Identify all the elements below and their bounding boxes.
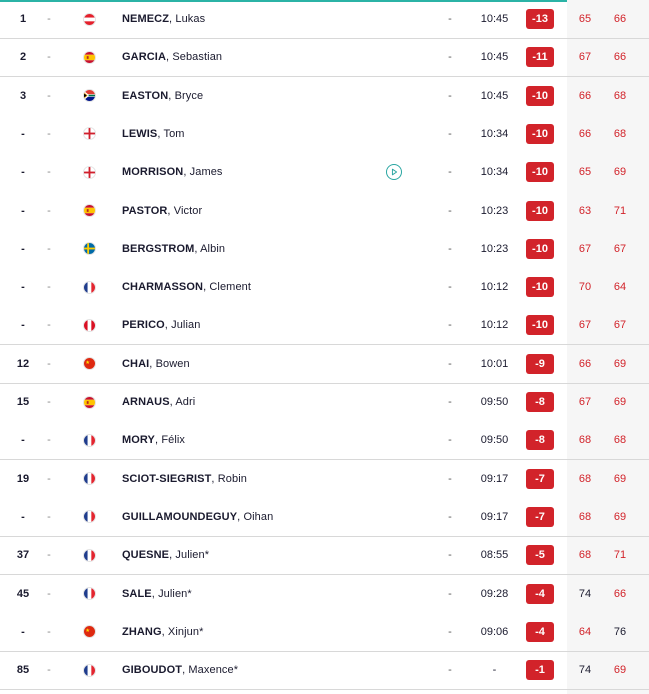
name-separator: ,: [203, 281, 210, 294]
position-movement: -: [47, 281, 51, 294]
round-2-score: 71: [613, 204, 627, 217]
player-row[interactable]: [0, 230, 649, 268]
player-name[interactable]: [122, 13, 205, 25]
round-2-score: 69: [613, 472, 627, 485]
player-first-name[interactable]: Robin: [217, 472, 247, 485]
player-row[interactable]: [0, 498, 649, 537]
tee-time: 09:17: [480, 510, 509, 523]
player-first-name[interactable]: Xinjun*: [167, 625, 204, 638]
player-last-name[interactable]: GIBOUDOT: [122, 664, 183, 677]
position-movement: -: [47, 664, 51, 677]
player-row[interactable]: [0, 306, 649, 345]
player-first-name[interactable]: Clement: [209, 281, 252, 294]
round-2-score: 69: [613, 510, 627, 523]
france-flag-icon: [83, 587, 96, 600]
round-2-score: 66: [613, 587, 627, 600]
round-1-score: 68: [578, 510, 592, 523]
name-separator: ,: [194, 242, 201, 255]
total-score-badge: -10: [526, 315, 554, 335]
round-2-score: 69: [613, 664, 627, 677]
round-1-score: 66: [578, 89, 592, 102]
name-separator: ,: [167, 204, 174, 217]
round-1-score: 68: [578, 549, 592, 562]
position: -: [21, 281, 25, 294]
thru: -: [448, 319, 452, 332]
round-1-score: 65: [578, 166, 592, 179]
round-1-score: 63: [578, 204, 592, 217]
thru: -: [448, 587, 452, 600]
player-name[interactable]: [122, 473, 247, 485]
position-movement: -: [47, 396, 51, 408]
player-last-name[interactable]: MORRISON: [122, 166, 184, 179]
sweden-flag-icon: [83, 242, 96, 255]
total-score-badge: -10: [526, 162, 554, 182]
name-separator: ,: [183, 166, 190, 179]
player-name[interactable]: [122, 166, 223, 178]
name-separator: ,: [237, 510, 244, 523]
player-last-name[interactable]: BERGSTROM: [122, 242, 195, 255]
name-separator: ,: [169, 549, 176, 562]
total-score-badge: -10: [526, 201, 554, 221]
round-1-score: 65: [578, 13, 592, 25]
position: -: [21, 166, 25, 179]
player-name[interactable]: [122, 434, 185, 446]
player-first-name[interactable]: Lukas: [175, 13, 206, 25]
player-first-name[interactable]: Félix: [161, 434, 186, 447]
player-first-name[interactable]: Victor: [173, 204, 203, 217]
player-row[interactable]: [0, 575, 649, 613]
position: -: [21, 319, 25, 332]
round-2-score: 66: [613, 13, 627, 25]
position: -: [21, 204, 25, 217]
player-first-name[interactable]: Tom: [163, 127, 185, 140]
thru: -: [448, 434, 452, 447]
round-2-score: 68: [613, 434, 627, 447]
total-score-badge: -10: [526, 277, 554, 297]
round-2-score: 71: [613, 549, 627, 562]
position-movement: -: [47, 242, 51, 255]
total-score-badge: -10: [526, 239, 554, 259]
player-row[interactable]: [0, 383, 649, 421]
name-separator: ,: [211, 472, 218, 485]
player-first-name[interactable]: Albin: [200, 242, 226, 255]
round-2-score: 64: [613, 281, 627, 294]
total-score-badge: -4: [526, 584, 554, 604]
tee-time: 09:06: [480, 625, 509, 638]
player-last-name[interactable]: SALE: [122, 587, 152, 600]
france-flag-icon: [83, 549, 96, 562]
thru: -: [448, 89, 452, 102]
round-1-score: 67: [578, 319, 592, 332]
position: 3: [19, 89, 27, 102]
position: 12: [16, 357, 30, 370]
thru: -: [448, 127, 452, 140]
round-1-score: 66: [578, 357, 592, 370]
spain-flag-icon: [83, 396, 96, 409]
name-separator: ,: [182, 664, 189, 677]
player-row[interactable]: [0, 38, 649, 77]
name-separator: ,: [157, 127, 164, 140]
position: -: [21, 434, 25, 447]
player-name[interactable]: [122, 51, 222, 63]
total-score-badge: -13: [526, 9, 554, 29]
round-2-score: 66: [613, 51, 627, 64]
round-1-score: 74: [578, 664, 592, 677]
position-movement: -: [47, 472, 51, 485]
china-flag-icon: [83, 357, 96, 370]
thru: -: [448, 51, 452, 64]
player-first-name[interactable]: Adri: [175, 396, 196, 408]
thru: -: [448, 166, 452, 179]
france-flag-icon: [83, 510, 96, 523]
player-first-name[interactable]: James: [189, 166, 223, 179]
player-last-name[interactable]: CHAI: [122, 357, 150, 370]
position-movement: -: [47, 204, 51, 217]
player-row[interactable]: [0, 345, 649, 384]
name-separator: ,: [164, 319, 172, 332]
england-flag-icon: [83, 127, 96, 140]
player-first-name[interactable]: Bowen: [155, 357, 190, 370]
total-score-badge: -8: [526, 430, 554, 450]
tee-time: 09:28: [480, 587, 509, 600]
player-first-name[interactable]: Bryce: [174, 89, 204, 102]
position-movement: -: [47, 166, 51, 179]
round-2-score: 68: [613, 89, 627, 102]
round-2-score: 69: [613, 357, 627, 370]
player-row[interactable]: [0, 77, 649, 115]
player-row[interactable]: [0, 115, 649, 153]
player-row[interactable]: [0, 460, 649, 498]
austria-flag-icon: [83, 13, 96, 26]
thru: -: [448, 242, 452, 255]
position: 45: [16, 587, 30, 600]
player-name[interactable]: [122, 90, 203, 102]
round-2-score: 76: [613, 625, 627, 638]
position-movement: -: [47, 13, 51, 25]
player-name[interactable]: [122, 243, 225, 255]
player-last-name[interactable]: SCIOT-SIEGRIST: [122, 472, 212, 485]
player-row[interactable]: [0, 613, 649, 652]
round-2-score: 67: [613, 319, 627, 332]
position: -: [21, 127, 25, 140]
player-row[interactable]: [0, 421, 649, 460]
player-row[interactable]: [0, 651, 649, 690]
tee-time: 10:01: [480, 357, 509, 370]
france-flag-icon: [83, 281, 96, 294]
round-2-score: 67: [613, 242, 627, 255]
player-last-name[interactable]: QUESNE: [122, 549, 170, 562]
england-flag-icon: [83, 166, 96, 179]
player-name[interactable]: [122, 358, 190, 370]
total-score-badge: -7: [526, 469, 554, 489]
name-separator: ,: [161, 625, 168, 638]
round-1-score: 66: [578, 127, 592, 140]
position-movement: -: [47, 357, 51, 370]
player-last-name[interactable]: GUILLAMOUNDEGUY: [122, 510, 238, 523]
position-movement: -: [47, 510, 51, 523]
round-2-score: 69: [613, 166, 627, 179]
france-flag-icon: [83, 472, 96, 485]
round-2-score: 68: [613, 127, 627, 140]
position: -: [21, 242, 25, 255]
player-last-name[interactable]: EASTON: [122, 89, 169, 102]
name-separator: ,: [151, 587, 159, 600]
round-1-score: 64: [578, 625, 592, 638]
player-last-name[interactable]: CHARMASSON: [122, 281, 204, 294]
player-last-name[interactable]: LEWIS: [122, 127, 158, 140]
total-score-badge: -8: [526, 392, 554, 412]
player-name[interactable]: [122, 626, 203, 638]
total-score-badge: -7: [526, 507, 554, 527]
player-name[interactable]: [122, 664, 238, 676]
total-score-badge: -4: [526, 622, 554, 642]
france-flag-icon: [83, 664, 96, 677]
player-name[interactable]: [122, 281, 251, 293]
player-name[interactable]: [122, 549, 209, 561]
position: 19: [16, 472, 30, 485]
name-separator: ,: [155, 434, 162, 447]
player-name[interactable]: [122, 128, 185, 140]
tee-time: 10:23: [480, 204, 509, 217]
tee-time: 10:12: [480, 281, 509, 294]
position-movement: -: [47, 587, 51, 600]
position-movement: -: [47, 549, 51, 562]
round-1-score: 68: [578, 434, 592, 447]
position-movement: -: [47, 434, 51, 447]
thru: -: [448, 510, 452, 523]
position: 15: [16, 396, 30, 408]
position: 37: [16, 549, 30, 562]
round-1-score: 74: [578, 587, 592, 600]
position-movement: -: [47, 89, 51, 102]
tee-time: 09:50: [480, 434, 509, 447]
total-score-badge: -1: [526, 660, 554, 680]
thru: -: [448, 664, 452, 677]
thru: -: [448, 13, 452, 25]
player-row[interactable]: [0, 0, 649, 39]
total-score-badge: -10: [526, 124, 554, 144]
position: 85: [16, 664, 30, 677]
name-separator: ,: [168, 89, 175, 102]
player-first-name[interactable]: Oihan: [243, 510, 274, 523]
round-2-score: 69: [613, 396, 627, 408]
round-1-score: 68: [578, 472, 592, 485]
name-separator: ,: [169, 13, 176, 25]
player-row[interactable]: [0, 268, 649, 306]
player-name[interactable]: [122, 205, 202, 217]
tee-time: 10:12: [480, 319, 509, 332]
position-movement: -: [47, 319, 51, 332]
total-score-badge: -11: [526, 47, 554, 67]
player-name[interactable]: [122, 319, 200, 331]
player-last-name[interactable]: PERICO: [122, 319, 165, 332]
player-name[interactable]: [122, 511, 273, 523]
tee-time: 10:23: [480, 242, 509, 255]
player-last-name[interactable]: GARCIA: [122, 51, 166, 64]
position-movement: -: [47, 625, 51, 638]
peru-flag-icon: [83, 319, 96, 332]
tee-time: 10:34: [480, 127, 509, 140]
player-first-name[interactable]: Sebastian: [172, 51, 223, 64]
position-movement: -: [47, 51, 51, 64]
tee-time: 10:45: [480, 13, 509, 25]
thru: -: [448, 472, 452, 485]
name-separator: ,: [169, 396, 176, 408]
round-1-score: 67: [578, 242, 592, 255]
player-last-name[interactable]: NEMECZ: [122, 13, 170, 25]
player-row[interactable]: [0, 536, 649, 575]
total-score-badge: -5: [526, 545, 554, 565]
player-first-name[interactable]: Julian: [171, 319, 201, 332]
round-1-score: 70: [578, 281, 592, 294]
thru: -: [448, 549, 452, 562]
spain-flag-icon: [83, 204, 96, 217]
thru: -: [448, 396, 452, 408]
france-flag-icon: [83, 434, 96, 447]
tee-time: 08:55: [480, 549, 509, 562]
south-africa-flag-icon: [83, 89, 96, 102]
position: 1: [19, 13, 27, 25]
player-last-name[interactable]: ARNAUS: [122, 396, 170, 408]
player-name[interactable]: [122, 396, 195, 408]
tee-time: 09:17: [480, 472, 509, 485]
player-first-name[interactable]: Julien*: [158, 587, 192, 600]
thru: -: [448, 281, 452, 294]
thru: -: [448, 625, 452, 638]
tee-time: 09:50: [480, 396, 509, 408]
tee-time: 10:45: [480, 51, 509, 64]
position-movement: -: [47, 127, 51, 140]
position: 2: [19, 51, 27, 64]
player-first-name[interactable]: Maxence*: [188, 664, 239, 677]
tee-time: 10:34: [480, 166, 509, 179]
total-score-badge: -9: [526, 354, 554, 374]
player-row[interactable]: [0, 153, 649, 191]
player-name[interactable]: [122, 588, 192, 600]
round-1-score: 67: [578, 396, 592, 408]
name-separator: ,: [149, 357, 156, 370]
total-score-badge: -10: [526, 86, 554, 106]
player-last-name[interactable]: MORY: [122, 434, 155, 447]
player-first-name[interactable]: Julien*: [175, 549, 210, 562]
position: -: [21, 625, 25, 638]
tee-time: -: [492, 664, 497, 677]
tee-time: 10:45: [480, 89, 509, 102]
player-row[interactable]: [0, 192, 649, 230]
round-1-score: 67: [578, 51, 592, 64]
player-last-name[interactable]: PASTOR: [122, 204, 168, 217]
player-last-name[interactable]: ZHANG: [122, 625, 162, 638]
china-flag-icon: [83, 625, 96, 638]
position: -: [21, 510, 25, 523]
spain-flag-icon: [83, 51, 96, 64]
thru: -: [448, 357, 452, 370]
thru: -: [448, 204, 452, 217]
name-separator: ,: [166, 51, 173, 64]
play-video-icon[interactable]: [386, 164, 402, 180]
